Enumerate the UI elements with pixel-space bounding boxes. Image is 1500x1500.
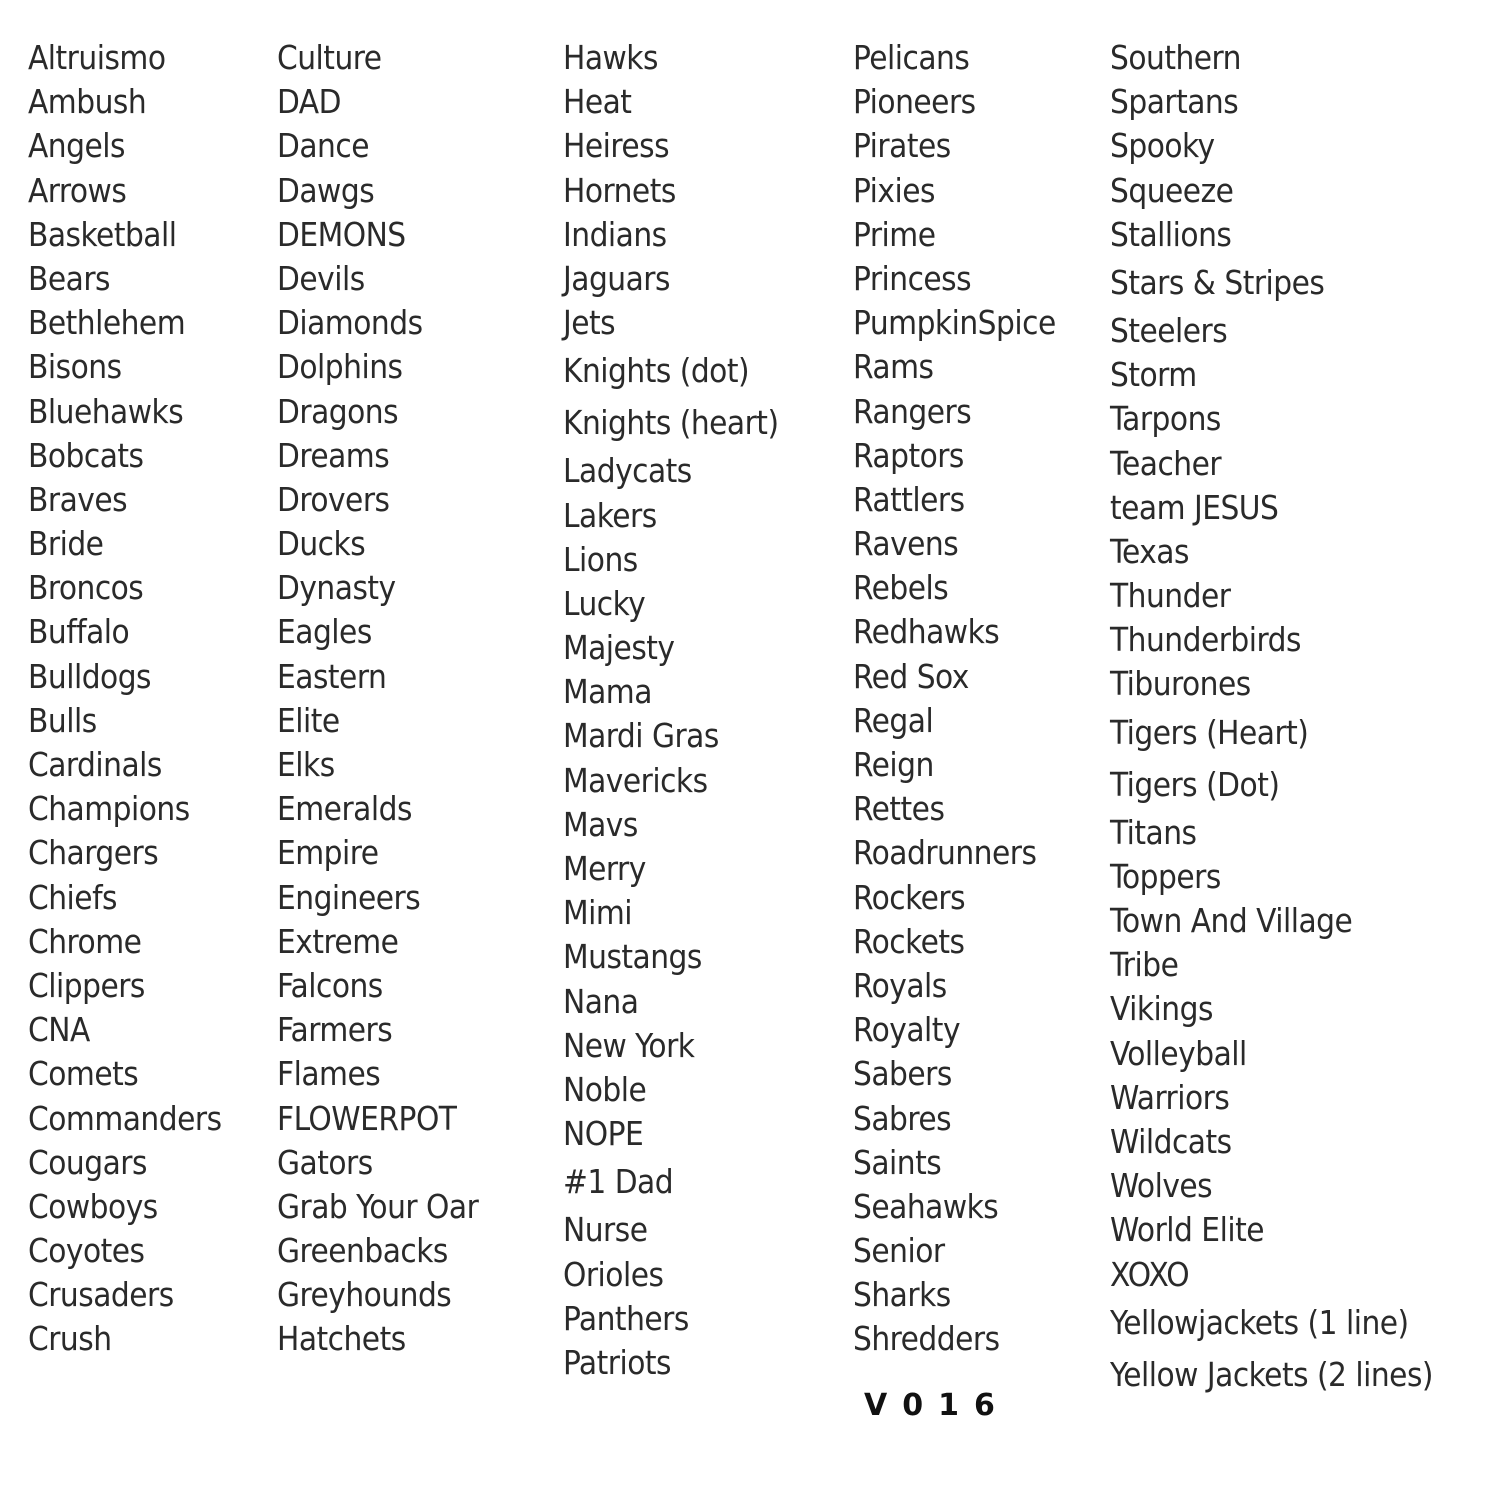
font-name-item: Spooky [1110,126,1215,166]
font-name-item: Ravens [853,524,959,564]
font-name-item: Sabres [853,1098,952,1138]
font-name-item: Extreme [277,921,399,961]
font-name-item: Wolves [1110,1166,1213,1206]
font-name-item: Indians [563,214,667,254]
font-name-item: Braves [28,479,128,519]
font-name-item: Raptors [853,435,964,475]
font-name-item: World Elite [1110,1210,1264,1250]
font-name-item: Squeeze [1110,170,1234,210]
font-name-item: Crusaders [28,1275,174,1315]
font-name-item: PumpkinSpice [853,303,1056,343]
font-name-item: Tiburones [1110,664,1251,704]
font-name-item: Rockets [853,921,965,961]
font-name-item: Dawgs [277,170,375,210]
font-name-item: Bobcats [28,435,144,475]
font-name-item: Falcons [277,965,383,1005]
font-name-item: Rangers [853,391,972,431]
font-name-item: Bethlehem [28,303,186,343]
font-name-item: Hawks [563,38,658,77]
font-name-item: Panthers [563,1298,689,1338]
font-name-item: Empire [277,833,379,873]
font-name-item: Reign [853,745,934,784]
font-name-item: Bears [28,258,110,298]
font-name-item: Vikings [1110,989,1213,1029]
font-name-item: team JESUS [1110,487,1279,527]
font-name-item: Gators [277,1142,373,1182]
font-name-item: Lucky [563,583,646,623]
font-name-item: Rattlers [853,479,965,519]
font-name-item: Toppers [1110,856,1221,896]
font-name-item: Culture [277,38,382,77]
font-name-item: Pelicans [853,38,970,77]
font-name-item: Jaguars [563,258,670,298]
font-name-item: Tigers (Dot) [1110,764,1280,804]
font-name-item: Basketball [28,214,177,254]
font-name-item: Warriors [1110,1077,1230,1117]
font-name-item: Dance [277,126,369,166]
font-name-item: Tigers (Heart) [1110,712,1309,752]
font-name-item: Prime [853,214,936,254]
font-name-item: Dreams [277,435,390,475]
font-name-item: Coyotes [28,1231,145,1271]
font-name-item: Nana [563,981,639,1021]
font-name-item: Crush [28,1319,112,1359]
font-column-1 [28,36,222,1362]
font-name-item: Majesty [563,628,675,668]
font-name-item: Hatchets [277,1319,406,1359]
font-name-item: Yellowjackets (1 line) [1110,1302,1409,1342]
font-name-item: Teacher [1110,443,1222,483]
font-name-item: Redhawks [853,612,1000,652]
font-name-item: Knights (heart) [563,403,779,443]
font-name-item: Broncos [28,568,144,608]
font-name-item: Farmers [277,1010,393,1050]
font-name-item: Clippers [28,965,145,1005]
font-name-item: Knights (dot) [563,351,750,391]
font-name-item: FLOWERPOT [277,1098,457,1138]
font-name-item: Red Sox [853,656,969,696]
font-name-item: Jets [563,303,616,343]
font-name-item: Bluehawks [28,391,184,431]
font-name-item: Tribe [1110,945,1179,985]
font-name-item: Rebels [853,568,949,608]
font-name-item: Mimi [563,893,633,933]
font-name-item: Nurse [563,1210,648,1250]
font-name-item: Orioles [563,1254,664,1294]
font-name-item: Yellow Jackets (2 lines) [1110,1354,1434,1394]
font-name-item: Tarpons [1110,399,1221,439]
font-name-item: Diamonds [277,303,423,343]
font-name-item: Senior [853,1231,945,1271]
font-name-item: DEMONS [277,214,406,254]
font-name-item: Heat [563,82,632,122]
font-name-item: Devils [277,258,365,298]
font-column-5 [1110,36,1433,1401]
font-name-item: Chiefs [28,877,117,917]
font-name-item: Regal [853,700,934,740]
font-name-item: Rettes [853,789,945,829]
font-name-item: Volleyball [1110,1033,1247,1073]
font-name-item: Hornets [563,170,676,210]
font-name-item: Champions [28,789,190,829]
font-name-item: Thunder [1110,576,1231,616]
font-name-item: Stallions [1110,214,1232,254]
font-name-item: Pirates [853,126,951,166]
font-name-item: Cardinals [28,745,162,784]
font-name-item: #1 Dad [563,1162,674,1202]
font-name-item: Pixies [853,170,935,210]
font-name-item: Comets [28,1054,139,1094]
font-name-item: New York [563,1025,695,1065]
font-name-item: Rockers [853,877,966,917]
font-name-item: Shredders [853,1319,1000,1359]
font-name-item: Stars & Stripes [1110,262,1325,302]
font-name-item: Merry [563,849,646,888]
font-name-item: Eastern [277,656,387,696]
font-name-item: Rams [853,347,934,387]
font-name-item: Greenbacks [277,1231,448,1271]
font-name-item: Bride [28,524,104,564]
font-name-item: CNA [28,1010,90,1050]
font-name-item: XOXO [1110,1254,1190,1294]
font-name-item: Lakers [563,495,657,535]
font-name-item: Flames [277,1054,381,1094]
font-name-item: Dynasty [277,568,396,608]
font-name-item: Royalty [853,1010,961,1050]
font-name-item: Steelers [1110,310,1228,350]
font-name-item: Texas [1110,531,1189,571]
font-name-item: Mavericks [563,760,708,800]
font-name-item: Altruismo [28,38,166,77]
font-name-item: Lions [563,539,638,579]
font-name-item: Wildcats [1110,1121,1232,1161]
font-name-item: Pioneers [853,82,976,122]
font-name-item: Mavs [563,804,638,844]
font-name-item: Drovers [277,479,390,519]
font-name-item: Princess [853,258,972,298]
font-name-item: Thunderbirds [1110,620,1301,660]
font-name-item: Spartans [1110,82,1239,122]
font-name-item: Roadrunners [853,833,1037,873]
font-name-item: Titans [1110,812,1197,852]
font-name-item: Dragons [277,391,399,431]
font-name-item: Bisons [28,347,122,387]
font-name-item: Elks [277,745,335,784]
font-name-item: Chrome [28,921,142,961]
font-name-item: Sharks [853,1275,951,1315]
font-name-item: Bulls [28,700,97,740]
font-name-item: Ducks [277,524,366,564]
font-name-item: Saints [853,1142,942,1182]
font-name-item: Town And Village [1110,901,1353,940]
font-name-item: Grab Your Oar [277,1186,479,1226]
font-name-item: Ambush [28,82,147,122]
font-name-item: Bulldogs [28,656,152,696]
font-name-item: Patriots [563,1342,671,1382]
font-name-item: Mama [563,672,652,712]
font-name-item: Royals [853,965,947,1005]
font-name-item: Cougars [28,1142,147,1182]
font-name-item: NOPE [563,1114,644,1154]
font-name-item: Greyhounds [277,1275,452,1315]
font-name-item: Engineers [277,877,421,917]
font-name-item: Cowboys [28,1186,158,1226]
product-code: V016 [864,1388,1010,1423]
font-column-2 [277,36,478,1362]
font-name-item: Angels [28,126,125,166]
font-name-item: Eagles [277,612,372,652]
font-name-item: Seahawks [853,1186,999,1226]
font-name-item: Storm [1110,355,1197,395]
font-name-item: Chargers [28,833,159,873]
font-name-item: Ladycats [563,451,692,491]
font-name-item: Emeralds [277,789,412,829]
font-name-item: Arrows [28,170,127,210]
font-name-item: Mardi Gras [563,716,719,756]
font-name-item: Dolphins [277,347,403,387]
font-column-3 [563,36,779,1385]
font-name-item: Sabers [853,1054,952,1094]
font-name-item: Noble [563,1069,647,1109]
font-column-4 [853,36,1056,1362]
font-name-item: Mustangs [563,937,702,977]
font-name-item: Buffalo [28,612,130,652]
font-name-item: Southern [1110,38,1241,77]
font-name-item: DAD [277,82,341,122]
font-name-item: Commanders [28,1098,222,1138]
font-name-item: Elite [277,700,340,740]
font-name-item: Heiress [563,126,670,166]
